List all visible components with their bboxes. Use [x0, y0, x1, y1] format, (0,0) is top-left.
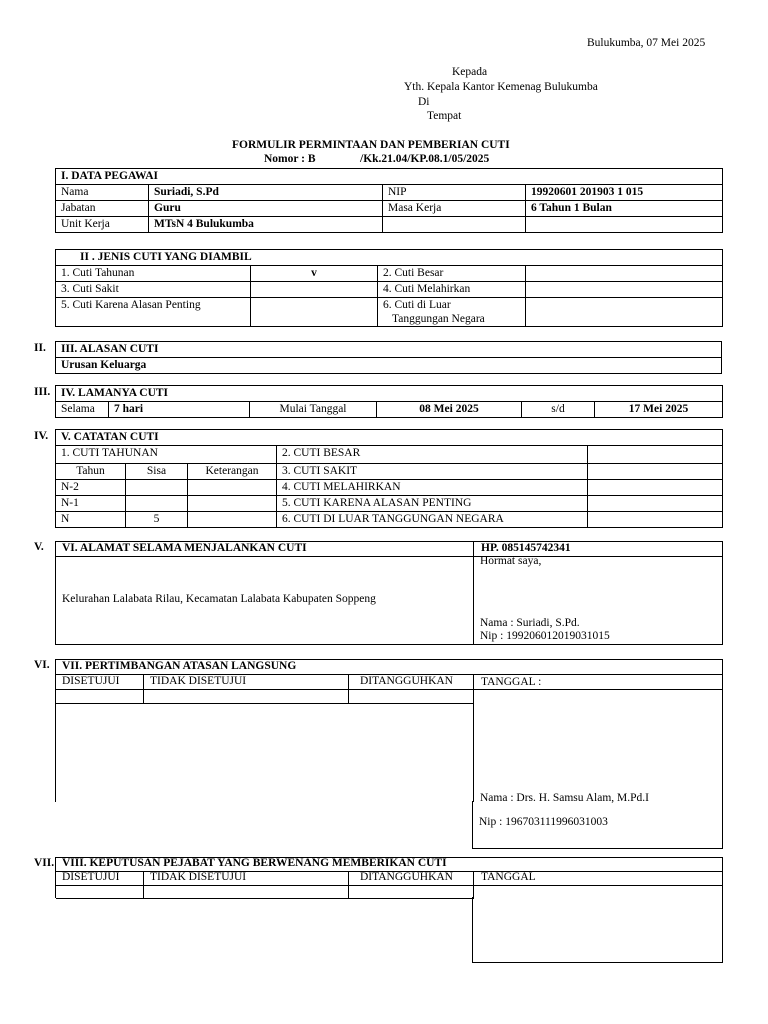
- disetujui-label: DISETUJUI: [62, 871, 120, 883]
- to-label: Kepada: [452, 66, 488, 78]
- alasan-cuti-title: III. ALASAN CUTI: [56, 342, 722, 358]
- alasan-cuti-table: [55, 341, 722, 374]
- cuti-luar-line2: Tanggungan Negara: [392, 313, 485, 325]
- alamat-value: Kelurahan Lalabata Rilau, Kecamatan Lalabata Kabupaten Soppeng: [62, 593, 376, 605]
- row-divider: [56, 703, 473, 704]
- keputusan-title: VIII. KEPUTUSAN PEJABAT YANG BERWENANG MEMBERIKAN CUTI: [62, 857, 447, 869]
- mulai-tanggal-label: Mulai Tanggal: [250, 402, 377, 418]
- row-divider: [56, 898, 473, 899]
- selama-value: 7 hari: [109, 402, 250, 418]
- pejabat-signature-box: [472, 897, 723, 963]
- tidak-disetujui-label: TIDAK DISETUJUI: [150, 871, 247, 883]
- cuti-besar-label: 2. Cuti Besar: [378, 266, 526, 282]
- tidak-disetujui-label: TIDAK DISETUJUI: [150, 675, 247, 687]
- alamat-divider: [473, 556, 474, 644]
- cuti-sakit-mark[interactable]: [251, 282, 378, 298]
- ditangguhkan-label: DITANGGUHKAN: [360, 675, 453, 687]
- cuti-melahirkan-label: 4. Cuti Melahirkan: [378, 282, 526, 298]
- col-tahun: Tahun: [56, 464, 126, 480]
- catatan-sakit-label: 3. CUTI SAKIT: [277, 464, 588, 480]
- tempat-label: Tempat: [427, 110, 462, 122]
- hp-number: HP. 085145742341: [481, 542, 571, 554]
- empty-cell: [588, 480, 723, 496]
- form-title: FORMULIR PERMINTAAN DAN PEMBERIAN CUTI: [232, 139, 510, 151]
- empty-cell: [588, 496, 723, 512]
- ditangguhkan-label: DITANGGUHKAN: [360, 871, 453, 883]
- catatan-besar-label: 2. CUTI BESAR: [277, 446, 588, 464]
- place-date: Bulukumba, 07 Mei 2025: [587, 37, 706, 49]
- section-number: III.: [34, 386, 51, 398]
- jenis-cuti-title: II . JENIS CUTI YANG DIAMBIL: [56, 250, 723, 266]
- pertimbangan-box: [55, 659, 723, 802]
- form-number-label: Nomor : B: [264, 153, 316, 165]
- cuti-tahunan-mark[interactable]: v: [251, 266, 378, 282]
- unit-kerja-value: MTsN 4 Bulukumba: [149, 217, 383, 233]
- section-number: IV.: [34, 430, 49, 442]
- empty-cell: [126, 480, 188, 496]
- empty-cell: [588, 464, 723, 480]
- empty-cell: [383, 217, 526, 233]
- col-divider: [348, 871, 349, 899]
- cuti-alasan-penting-mark[interactable]: [251, 298, 378, 327]
- masa-kerja-label: Masa Kerja: [383, 201, 526, 217]
- nip-label: NIP: [383, 185, 526, 201]
- row-divider: [56, 885, 722, 886]
- signer-nip: Nip : 199206012019031015: [480, 630, 610, 642]
- sd-value: 17 Mei 2025: [595, 402, 723, 418]
- cuti-luar-tanggungan-label: [378, 298, 526, 327]
- alamat-box: [55, 541, 723, 645]
- jabatan-value: Guru: [149, 201, 383, 217]
- empty-cell: [188, 512, 277, 528]
- lamanya-cuti-table: [55, 385, 723, 418]
- empty-cell: [526, 217, 723, 233]
- col-divider: [473, 871, 474, 899]
- cuti-tahunan-label: 1. Cuti Tahunan: [56, 266, 251, 282]
- col-sisa: Sisa: [126, 464, 188, 480]
- signer-name: Nama : Suriadi, S.Pd.: [480, 617, 580, 629]
- row-n: N: [56, 512, 126, 528]
- selama-label: Selama: [56, 402, 109, 418]
- col-keterangan: Keterangan: [188, 464, 277, 480]
- catatan-cuti-title: V. CATATAN CUTI: [56, 430, 723, 446]
- atasan-nip: Nip : 196703111996031003: [479, 816, 608, 828]
- cuti-sakit-label: 3. Cuti Sakit: [56, 282, 251, 298]
- col-divider: [348, 674, 349, 704]
- empty-cell: [588, 446, 723, 464]
- row-n1: N-1: [56, 496, 126, 512]
- nama-label: Nama: [56, 185, 149, 201]
- unit-kerja-label: Unit Kerja: [56, 217, 149, 233]
- nama-value: Suriadi, S.Pd: [149, 185, 383, 201]
- alamat-title: VI. ALAMAT SELAMA MENJALANKAN CUTI: [62, 542, 307, 554]
- col-divider: [143, 674, 144, 704]
- cuti-alasan-penting-label: 5. Cuti Karena Alasan Penting: [56, 298, 251, 327]
- empty-cell: [588, 512, 723, 528]
- row-n2: N-2: [56, 480, 126, 496]
- catatan-tahunan-label: 1. CUTI TAHUNAN: [56, 446, 277, 464]
- section-number: VI.: [34, 659, 50, 671]
- form-number-value: /Kk.21.04/KP.08.1/05/2025: [360, 153, 490, 165]
- data-pegawai-table: [55, 168, 723, 233]
- keputusan-box: [55, 857, 723, 898]
- catatan-cuti-table: [55, 429, 723, 528]
- row-divider: [56, 689, 722, 690]
- mulai-tanggal-value: 08 Mei 2025: [377, 402, 522, 418]
- data-pegawai-title: I. DATA PEGAWAI: [56, 169, 723, 185]
- alasan-cuti-value: Urusan Keluarga: [56, 358, 722, 374]
- atasan-signature-box: [472, 801, 723, 849]
- section-number: V.: [34, 541, 44, 553]
- pertimbangan-title: VII. PERTIMBANGAN ATASAN LANGSUNG: [62, 660, 297, 672]
- hormat-saya: Hormat saya,: [480, 555, 542, 567]
- cuti-melahirkan-mark[interactable]: [526, 282, 723, 298]
- tanggal-label: TANGGAL: [481, 871, 536, 883]
- empty-cell: [188, 496, 277, 512]
- atasan-name: Nama : Drs. H. Samsu Alam, M.Pd.I: [480, 792, 649, 804]
- jabatan-label: Jabatan: [56, 201, 149, 217]
- catatan-melahirkan-label: 4. CUTI MELAHIRKAN: [277, 480, 588, 496]
- empty-cell: [126, 496, 188, 512]
- di-label: Di: [418, 96, 430, 108]
- sd-label: s/d: [522, 402, 595, 418]
- col-divider: [473, 674, 474, 802]
- cuti-besar-mark[interactable]: [526, 266, 723, 282]
- empty-cell: [188, 480, 277, 496]
- recipient: Yth. Kepala Kantor Kemenag Bulukumba: [404, 81, 598, 93]
- catatan-penting-label: 5. CUTI KARENA ALASAN PENTING: [277, 496, 588, 512]
- catatan-luar-label: 6. CUTI DI LUAR TANGGUNGAN NEGARA: [277, 512, 588, 528]
- tanggal-label: TANGGAL :: [481, 676, 542, 688]
- section-number: II.: [34, 342, 46, 354]
- row-n-sisa: 5: [126, 512, 188, 528]
- masa-kerja-value: 6 Tahun 1 Bulan: [526, 201, 723, 217]
- disetujui-label: DISETUJUI: [62, 675, 120, 687]
- jenis-cuti-table: [55, 249, 723, 327]
- nip-value: 19920601 201903 1 015: [526, 185, 723, 201]
- section-number: VII.: [34, 857, 55, 869]
- col-divider: [143, 871, 144, 899]
- cuti-luar-line1: 6. Cuti di Luar: [383, 299, 451, 311]
- cuti-luar-tanggungan-mark[interactable]: [526, 298, 723, 327]
- lamanya-cuti-title: IV. LAMANYA CUTI: [56, 386, 723, 402]
